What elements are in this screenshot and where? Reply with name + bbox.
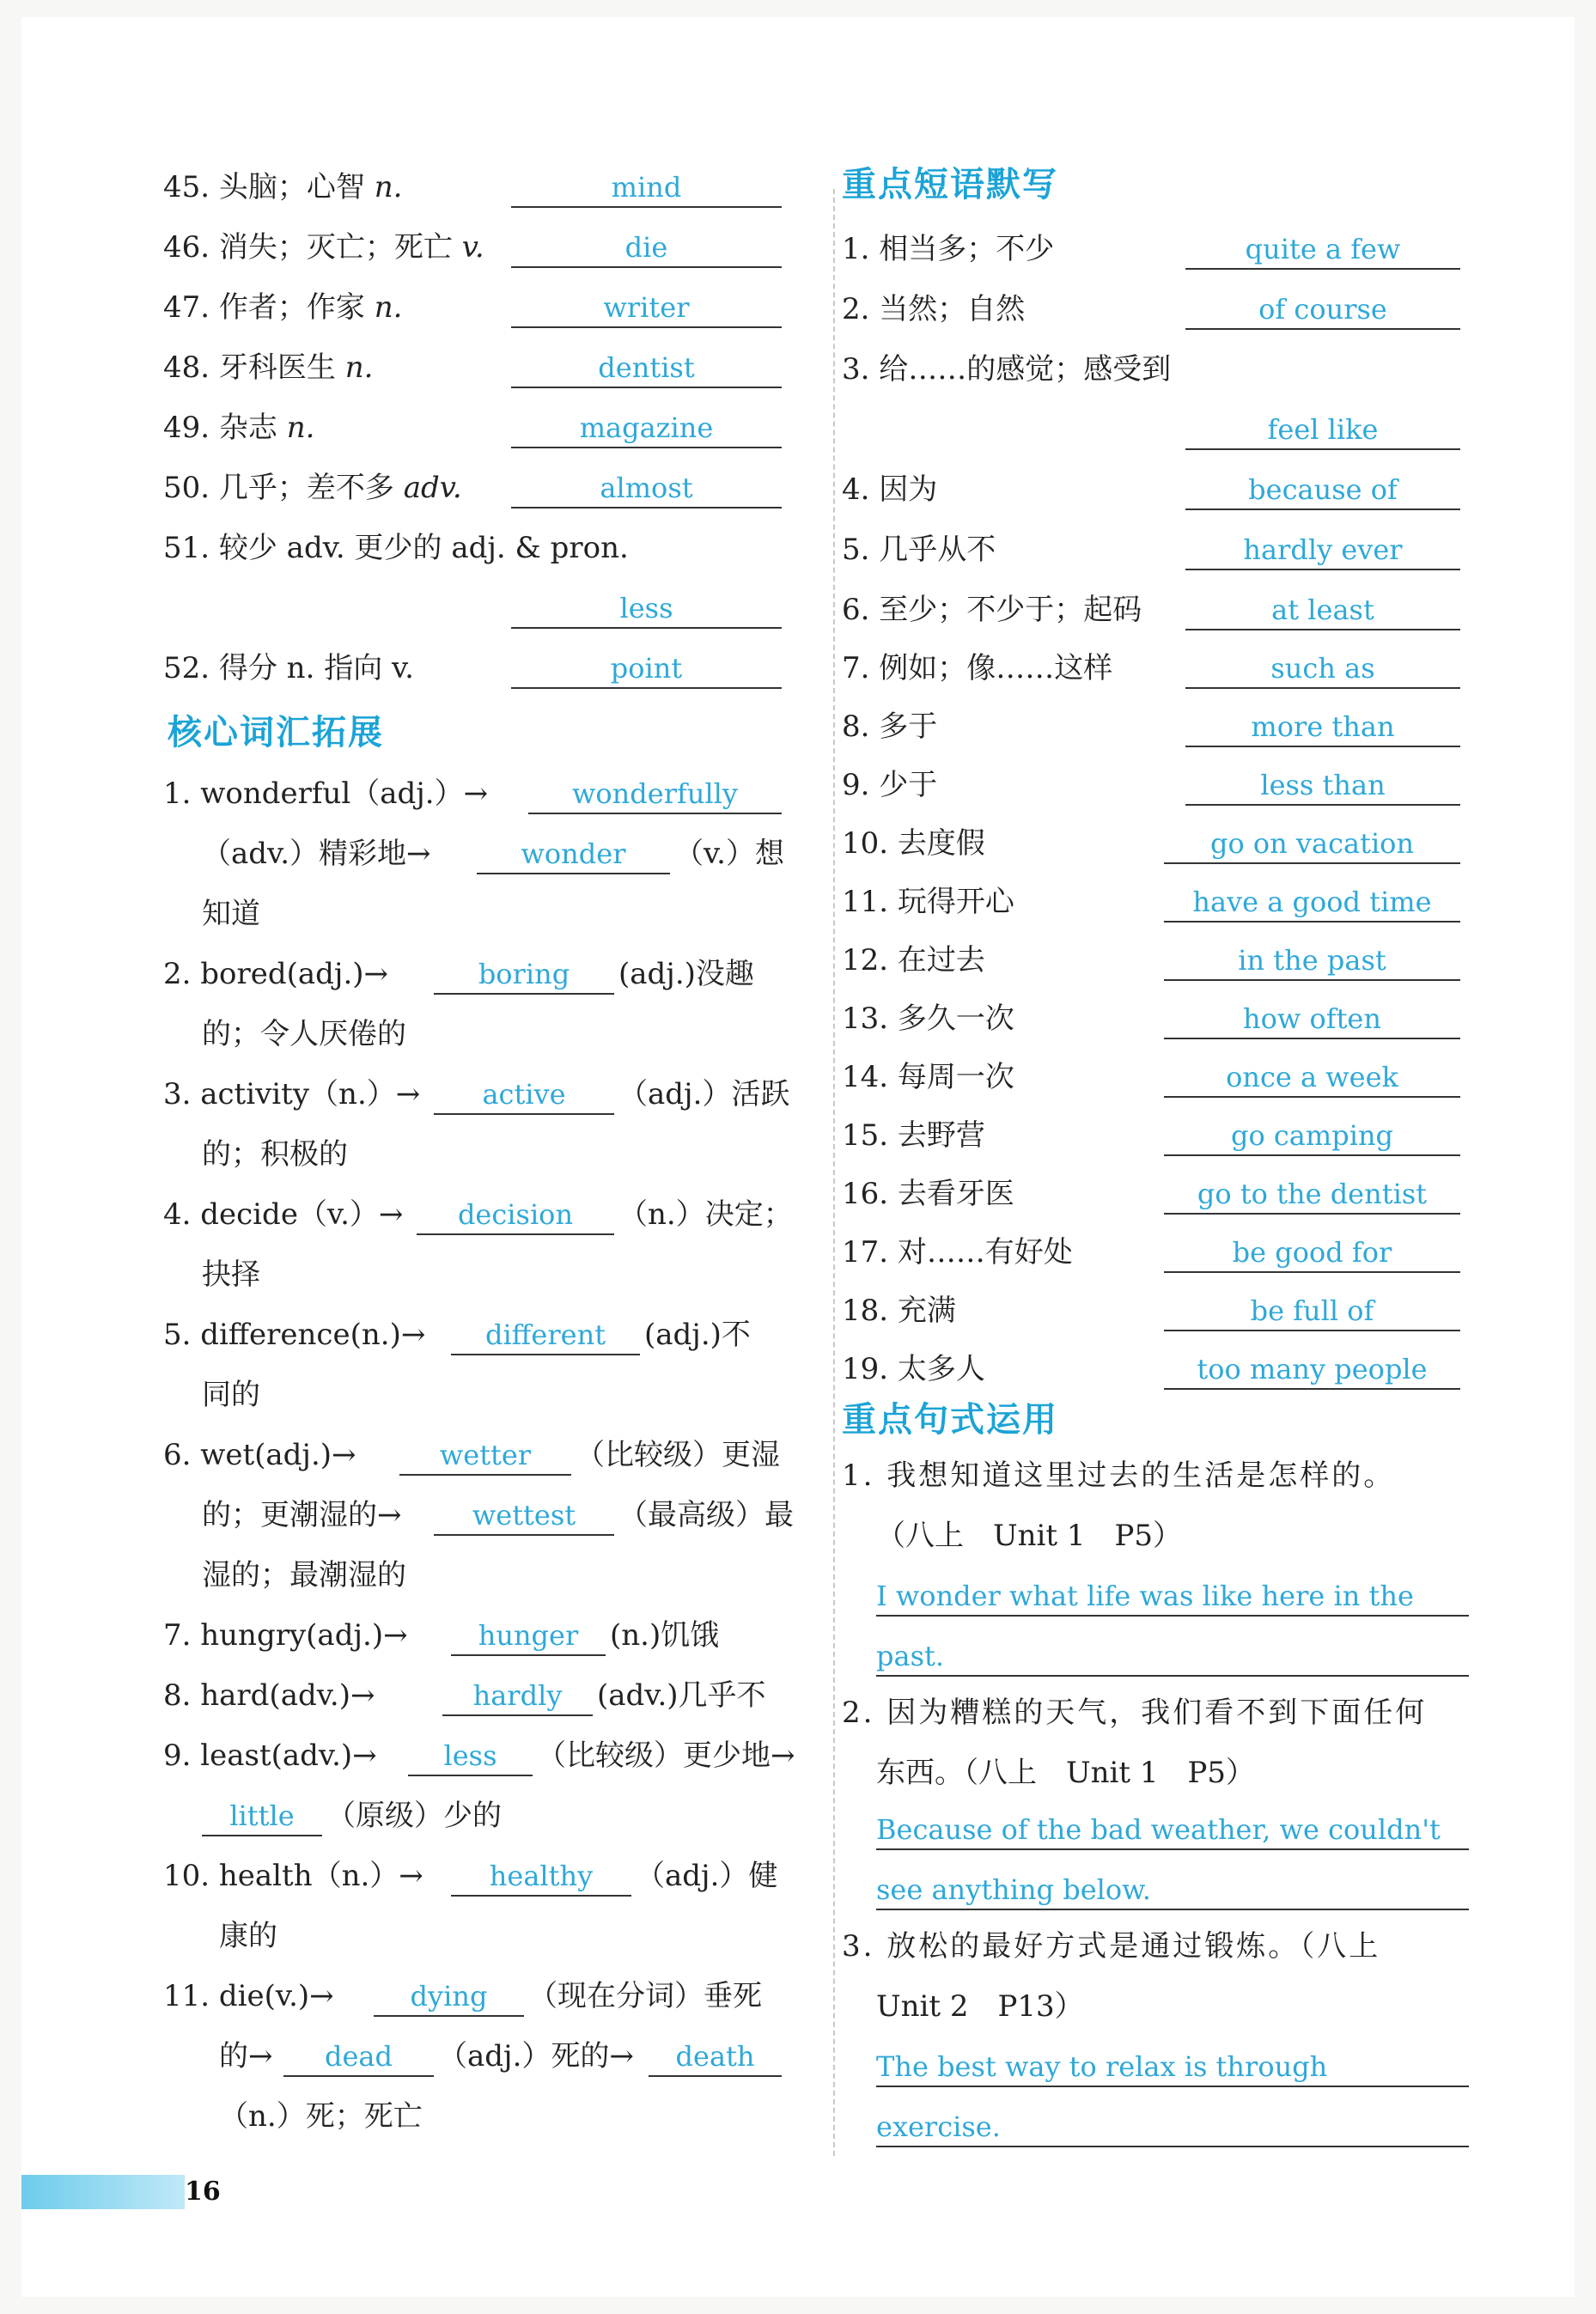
phrase-answer-blank: such as: [1185, 649, 1460, 689]
vocab-label: 52. 得分 n. 指向 v.: [163, 651, 414, 685]
answer-blank: less: [511, 589, 782, 629]
sentence-3-answer-line-2: exercise.: [876, 2108, 1469, 2147]
vocab-label: 46. 消失；灭亡；死亡: [163, 230, 462, 265]
phrase-answer-blank: because of: [1185, 471, 1460, 510]
answer-blank: wonderfully: [528, 775, 782, 814]
vocab-item-47: [163, 289, 402, 326]
phrase-answer-blank: in the past: [1164, 941, 1460, 981]
core-text: 抉择: [202, 1257, 260, 1292]
phrase-label: 2. 当然；自然: [842, 292, 1026, 326]
sentence-2-answer-line-2: see anything below.: [876, 1871, 1469, 1910]
page-number: 16: [185, 2177, 221, 2207]
vocab-pos: n.: [374, 290, 403, 325]
phrase-answer-blank: go camping: [1164, 1117, 1460, 1156]
phrase-label: 11. 玩得开心: [842, 885, 1014, 919]
core-item-7: 7. hungry(adj.)→: [163, 1618, 408, 1653]
answer-blank: die: [511, 228, 782, 268]
answer-blank: different: [451, 1316, 640, 1355]
answer-blank: hardly: [442, 1677, 593, 1716]
answer-blank: dead: [283, 2037, 434, 2077]
core-text: （adj.）活跃: [618, 1077, 790, 1111]
answer-blank: boring: [434, 955, 614, 995]
core-item-8: 8. hard(adv.)→: [163, 1678, 375, 1713]
core-text: 湿的；最潮湿的: [202, 1558, 406, 1592]
vocab-label: 50. 几乎；差不多: [163, 471, 404, 505]
section-heading-core: 核心词汇拓展: [168, 713, 384, 752]
vocab-label: 51. 较少 adv. 更少的 adj. & pron.: [163, 531, 629, 565]
phrase-label: 5. 几乎从不: [842, 533, 996, 567]
core-text: 的；令人厌倦的: [202, 1017, 406, 1051]
phrase-label: 14. 每周一次: [842, 1060, 1014, 1094]
phrase-label: 10. 去度假: [842, 826, 985, 861]
vocab-pos: v.: [461, 230, 484, 265]
core-item-1-cont: [202, 835, 431, 873]
sentence-2-question: 2. 因为糟糕的天气，我们看不到下面任何: [842, 1696, 1428, 1730]
vocab-item-52: [163, 649, 414, 687]
vocab-item-45: [163, 168, 402, 206]
vocab-label: 48. 牙科医生: [163, 350, 345, 385]
vocab-label: 49. 杂志: [163, 411, 287, 445]
answer-blank: dying: [374, 1977, 524, 2017]
phrase-answer-blank: be full of: [1164, 1292, 1460, 1331]
column-divider: [833, 189, 835, 2156]
phrase-answer-blank: more than: [1185, 708, 1460, 747]
answer-blank: magazine: [511, 409, 782, 448]
core-item-5: 5. difference(n.)→: [163, 1318, 426, 1352]
core-text: （比较级）更少地→: [537, 1739, 795, 1773]
answer-blank: death: [649, 2037, 782, 2077]
core-text: 同的: [202, 1378, 260, 1412]
vocab-item-46: [163, 228, 484, 266]
phrase-answer-blank: hardly ever: [1185, 531, 1460, 570]
phrase-answer-blank: be good for: [1164, 1233, 1460, 1273]
core-text: (n.)饥饿: [610, 1618, 720, 1653]
core-item-10: 10. health（n.）→: [163, 1859, 423, 1893]
answer-blank: decision: [417, 1196, 614, 1235]
phrase-label: 7. 例如；像……这样: [842, 651, 1113, 685]
answer-blank: active: [434, 1075, 614, 1115]
phrase-label: 15. 去野营: [842, 1118, 985, 1153]
vocab-item-48: [163, 349, 373, 387]
phrase-answer-blank: once a week: [1164, 1058, 1460, 1098]
core-item-1: [163, 775, 488, 813]
core-text: （n.）死；死亡: [219, 2099, 423, 2134]
core-text: （原级）少的: [326, 1799, 502, 1833]
phrase-label: 19. 太多人: [842, 1352, 985, 1386]
workbook-page: [21, 17, 1575, 2297]
core-text: (adj.)不: [644, 1318, 751, 1352]
core-text: （比较级）更湿: [576, 1438, 780, 1472]
core-text: （现在分词）垂死: [528, 1979, 762, 2013]
phrase-label: 8. 多于: [842, 709, 938, 744]
answer-blank: little: [202, 1797, 322, 1836]
phrase-answer-blank: of course: [1185, 290, 1460, 330]
vocab-label: 47. 作者；作家: [163, 290, 375, 325]
sentence-3-question: 3. 放松的最好方式是通过锻炼。（八上: [842, 1929, 1381, 1964]
answer-blank: wetter: [399, 1436, 571, 1476]
answer-blank: healthy: [451, 1857, 631, 1897]
phrase-answer-blank: feel like: [1185, 411, 1460, 450]
sentence-3-question-cont: Unit 2 P13）: [876, 1989, 1084, 2024]
core-text: 的；更潮湿的→: [202, 1498, 402, 1532]
core-text: （n.）决定；: [618, 1197, 793, 1232]
phrase-answer-blank: have a good time: [1164, 883, 1460, 923]
core-text: 1. wonderful（adj.）→: [163, 776, 489, 811]
sentence-2-question-cont: 东西。（八上 Unit 1 P5）: [876, 1756, 1256, 1790]
core-text: （adv.）精彩地→: [202, 837, 431, 871]
vocab-pos: adv.: [403, 471, 462, 505]
answer-blank: wettest: [434, 1496, 614, 1536]
sentence-1-answer-line-1: I wonder what life was like here in the: [876, 1577, 1469, 1617]
core-text: (adj.)没趣: [618, 957, 754, 991]
vocab-pos: n.: [286, 411, 315, 445]
footer-decoration: [21, 2175, 185, 2209]
phrase-answer-blank: at least: [1185, 591, 1460, 630]
phrase-label: 12. 在过去: [842, 943, 985, 977]
phrase-label: 6. 至少；不少于；起码: [842, 593, 1142, 627]
vocab-label: 45. 头脑；心智: [163, 170, 375, 204]
phrase-label: 16. 去看牙医: [842, 1177, 1014, 1211]
answer-blank: almost: [511, 469, 782, 508]
core-text: 的；积极的: [202, 1137, 348, 1172]
phrase-answer-blank: too many people: [1164, 1350, 1460, 1390]
core-text: （最高级）最: [618, 1498, 794, 1532]
answer-blank: mind: [511, 168, 782, 208]
phrase-answer-blank: quite a few: [1185, 230, 1460, 270]
answer-blank: wonder: [477, 835, 670, 874]
core-text: （adj.）死的→: [438, 2039, 634, 2073]
vocab-item-49: [163, 409, 314, 447]
vocab-item-50: [163, 469, 462, 507]
core-text: 的→: [219, 2039, 273, 2073]
core-text: (adv.)几乎不: [597, 1678, 766, 1713]
sentence-1-source: （八上 Unit 1 P5）: [876, 1519, 1183, 1553]
phrase-label: 18. 充满: [842, 1294, 956, 1328]
answer-blank: dentist: [511, 349, 782, 388]
phrase-label: 17. 对……有好处: [842, 1235, 1073, 1270]
phrase-label: 1. 相当多；不少: [842, 232, 1055, 266]
sentence-1-question: 1. 我想知道这里过去的生活是怎样的。: [842, 1458, 1396, 1493]
core-text: 康的: [219, 1919, 277, 1953]
phrase-label: 13. 多久一次: [842, 1002, 1014, 1036]
core-item-3: 3. activity（n.）→: [163, 1077, 421, 1111]
vocab-pos: n.: [344, 350, 374, 385]
answer-blank: writer: [511, 289, 782, 328]
phrase-answer-blank: go to the dentist: [1164, 1175, 1460, 1215]
phrase-answer-blank: less than: [1185, 766, 1460, 806]
core-item-4: 4. decide（v.）→: [163, 1197, 404, 1232]
answer-blank: point: [511, 649, 782, 689]
section-heading-phrases: 重点短语默写: [842, 165, 1058, 204]
phrase-answer-blank: how often: [1164, 1000, 1460, 1039]
section-heading-sentences: 重点句式运用: [842, 1400, 1058, 1440]
phrase-label: 3. 给……的感觉；感受到: [842, 352, 1172, 387]
core-text: 知道: [202, 897, 260, 931]
phrase-answer-blank: go on vacation: [1164, 825, 1460, 864]
core-text: （v.）想: [674, 837, 784, 871]
phrase-label: 4. 因为: [842, 472, 938, 507]
answer-blank: hunger: [451, 1617, 606, 1656]
sentence-1-answer-line-2: past.: [876, 1637, 1469, 1677]
sentence-2-answer-line-1: Because of the bad weather, we couldn't: [876, 1811, 1469, 1850]
core-item-9: 9. least(adv.)→: [163, 1739, 377, 1773]
vocab-item-51: [163, 529, 629, 567]
sentence-3-answer-line-1: The best way to relax is through: [876, 2048, 1469, 2087]
core-item-11: 11. die(v.)→: [163, 1979, 334, 2013]
core-text: （adj.）健: [636, 1859, 778, 1893]
answer-blank: less: [408, 1737, 533, 1776]
vocab-pos: n.: [374, 170, 403, 204]
phrase-label: 9. 少于: [842, 768, 938, 802]
core-item-6: 6. wet(adj.)→: [163, 1438, 356, 1472]
core-item-2: 2. bored(adj.)→: [163, 957, 389, 991]
